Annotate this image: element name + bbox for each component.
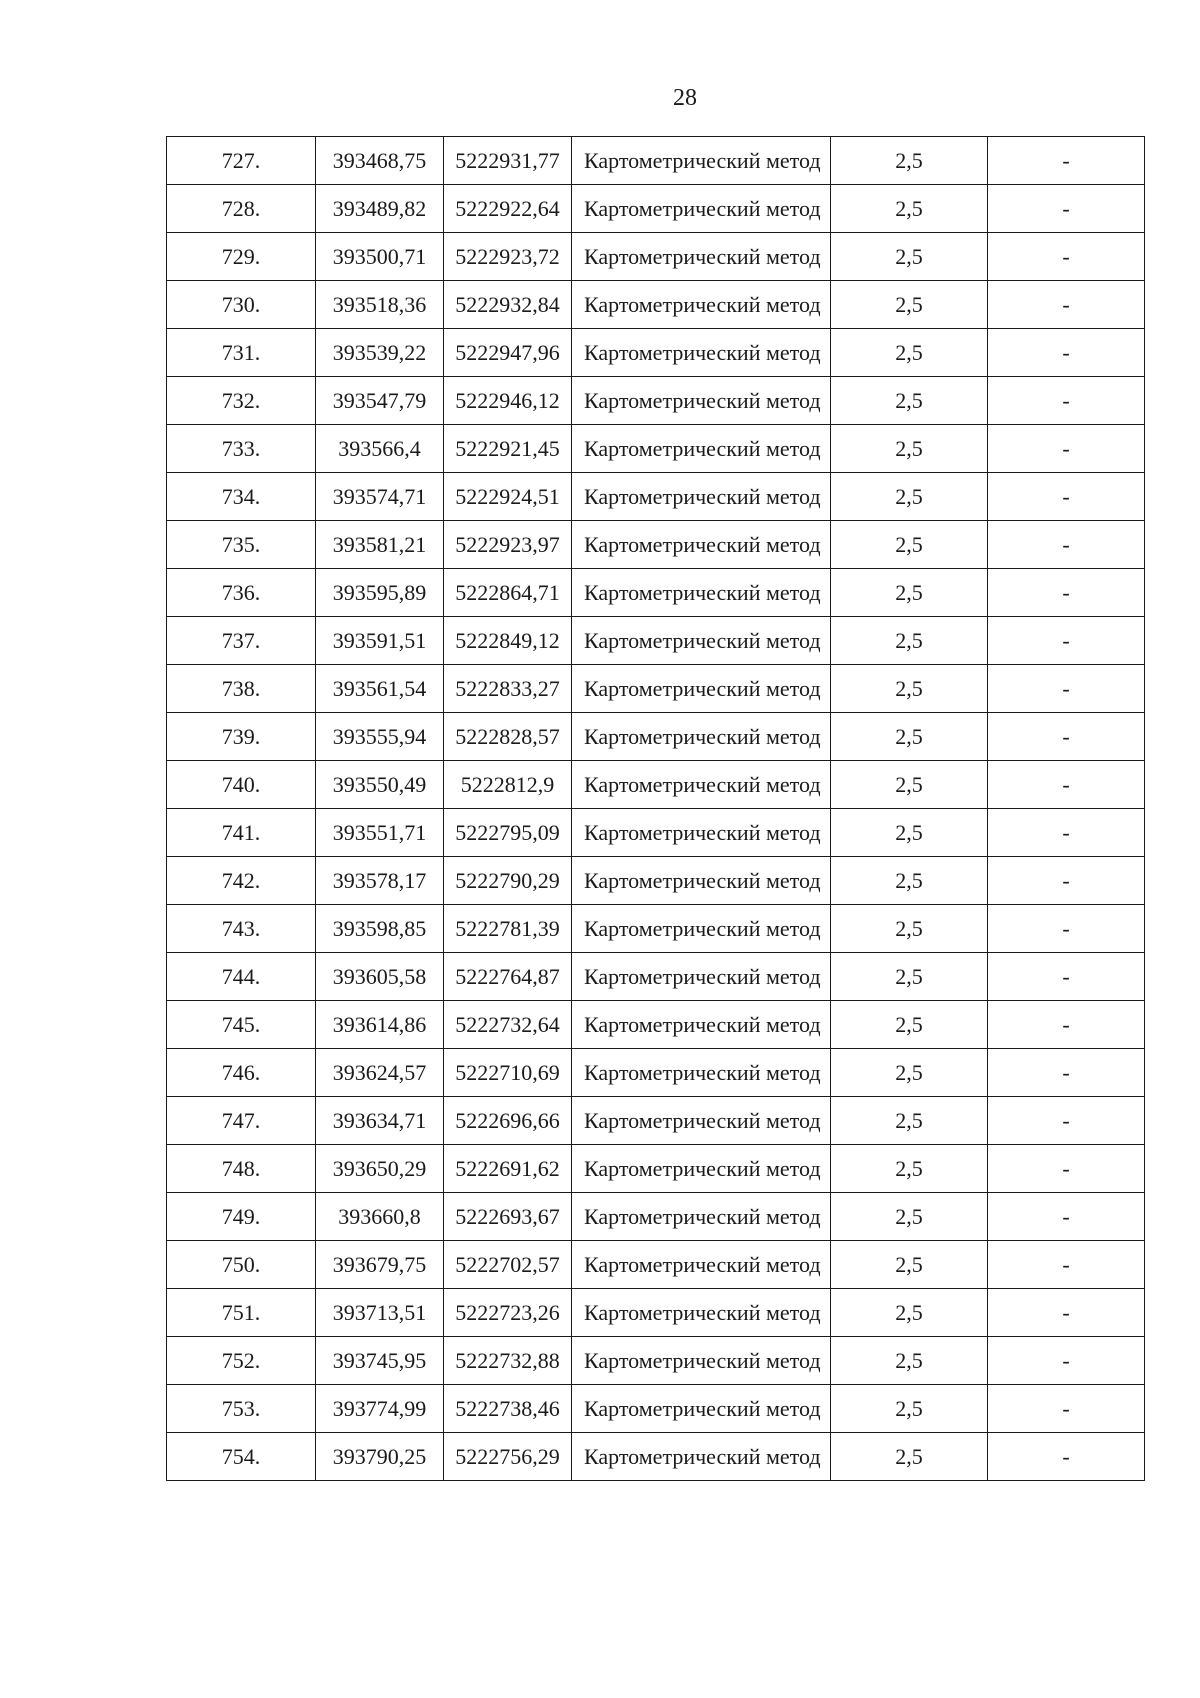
method-cell: Картометрический метод: [572, 137, 831, 185]
method-cell: Картометрический метод: [572, 1049, 831, 1097]
method-cell: Картометрический метод: [572, 761, 831, 809]
method-cell: Картометрический метод: [572, 905, 831, 953]
point-number-cell: 738.: [167, 665, 316, 713]
method-cell: Картометрический метод: [572, 1433, 831, 1481]
note-cell: -: [988, 1289, 1145, 1337]
accuracy-cell: 2,5: [831, 857, 988, 905]
method-cell: Картометрический метод: [572, 1337, 831, 1385]
point-number-cell: 747.: [167, 1097, 316, 1145]
note-cell: -: [988, 1193, 1145, 1241]
accuracy-cell: 2,5: [831, 1337, 988, 1385]
table-row: [167, 713, 1145, 761]
x-coordinate-cell: 393539,22: [316, 329, 444, 377]
method-cell: Картометрический метод: [572, 713, 831, 761]
y-coordinate-cell: 5222923,72: [444, 233, 572, 281]
y-coordinate-cell: 5222864,71: [444, 569, 572, 617]
y-coordinate-cell: 5222756,29: [444, 1433, 572, 1481]
x-coordinate-cell: 393660,8: [316, 1193, 444, 1241]
point-number-cell: 728.: [167, 185, 316, 233]
accuracy-cell: 2,5: [831, 1433, 988, 1481]
accuracy-cell: 2,5: [831, 665, 988, 713]
accuracy-cell: 2,5: [831, 1049, 988, 1097]
table-row: [167, 1097, 1145, 1145]
y-coordinate-cell: 5222723,26: [444, 1289, 572, 1337]
point-number-cell: 748.: [167, 1145, 316, 1193]
table-row: [167, 1385, 1145, 1433]
table-row: [167, 1241, 1145, 1289]
method-cell: Картометрический метод: [572, 665, 831, 713]
point-number-cell: 753.: [167, 1385, 316, 1433]
table-row: [167, 233, 1145, 281]
table-row: [167, 137, 1145, 185]
note-cell: -: [988, 281, 1145, 329]
x-coordinate-cell: 393518,36: [316, 281, 444, 329]
method-cell: Картометрический метод: [572, 1385, 831, 1433]
note-cell: -: [988, 1385, 1145, 1433]
coordinates-table: [166, 136, 1145, 1481]
point-number-cell: 731.: [167, 329, 316, 377]
method-cell: Картометрический метод: [572, 569, 831, 617]
point-number-cell: 735.: [167, 521, 316, 569]
accuracy-cell: 2,5: [831, 905, 988, 953]
note-cell: -: [988, 233, 1145, 281]
x-coordinate-cell: 393489,82: [316, 185, 444, 233]
y-coordinate-cell: 5222833,27: [444, 665, 572, 713]
method-cell: Картометрический метод: [572, 617, 831, 665]
accuracy-cell: 2,5: [831, 473, 988, 521]
y-coordinate-cell: 5222738,46: [444, 1385, 572, 1433]
point-number-cell: 744.: [167, 953, 316, 1001]
accuracy-cell: 2,5: [831, 1193, 988, 1241]
point-number-cell: 752.: [167, 1337, 316, 1385]
note-cell: -: [988, 1001, 1145, 1049]
y-coordinate-cell: 5222781,39: [444, 905, 572, 953]
note-cell: -: [988, 185, 1145, 233]
method-cell: Картометрический метод: [572, 953, 831, 1001]
table-row: [167, 185, 1145, 233]
point-number-cell: 730.: [167, 281, 316, 329]
x-coordinate-cell: 393790,25: [316, 1433, 444, 1481]
note-cell: -: [988, 569, 1145, 617]
table-row: [167, 377, 1145, 425]
y-coordinate-cell: 5222710,69: [444, 1049, 572, 1097]
note-cell: -: [988, 761, 1145, 809]
table-row: [167, 857, 1145, 905]
accuracy-cell: 2,5: [831, 1385, 988, 1433]
point-number-cell: 739.: [167, 713, 316, 761]
x-coordinate-cell: 393551,71: [316, 809, 444, 857]
method-cell: Картометрический метод: [572, 1289, 831, 1337]
y-coordinate-cell: 5222923,97: [444, 521, 572, 569]
table-row: [167, 617, 1145, 665]
table-row: [167, 1193, 1145, 1241]
point-number-cell: 746.: [167, 1049, 316, 1097]
x-coordinate-cell: 393614,86: [316, 1001, 444, 1049]
method-cell: Картометрический метод: [572, 857, 831, 905]
x-coordinate-cell: 393578,17: [316, 857, 444, 905]
y-coordinate-cell: 5222849,12: [444, 617, 572, 665]
y-coordinate-cell: 5222696,66: [444, 1097, 572, 1145]
accuracy-cell: 2,5: [831, 425, 988, 473]
table-row: [167, 1001, 1145, 1049]
accuracy-cell: 2,5: [831, 1241, 988, 1289]
accuracy-cell: 2,5: [831, 1001, 988, 1049]
method-cell: Картометрический метод: [572, 1193, 831, 1241]
point-number-cell: 729.: [167, 233, 316, 281]
table-row: [167, 329, 1145, 377]
x-coordinate-cell: 393650,29: [316, 1145, 444, 1193]
x-coordinate-cell: 393574,71: [316, 473, 444, 521]
note-cell: -: [988, 1241, 1145, 1289]
y-coordinate-cell: 5222946,12: [444, 377, 572, 425]
method-cell: Картометрический метод: [572, 1097, 831, 1145]
accuracy-cell: 2,5: [831, 1145, 988, 1193]
x-coordinate-cell: 393561,54: [316, 665, 444, 713]
table-row: [167, 665, 1145, 713]
method-cell: Картометрический метод: [572, 1241, 831, 1289]
note-cell: -: [988, 521, 1145, 569]
point-number-cell: 751.: [167, 1289, 316, 1337]
note-cell: -: [988, 809, 1145, 857]
x-coordinate-cell: 393555,94: [316, 713, 444, 761]
accuracy-cell: 2,5: [831, 809, 988, 857]
point-number-cell: 742.: [167, 857, 316, 905]
x-coordinate-cell: 393500,71: [316, 233, 444, 281]
x-coordinate-cell: 393634,71: [316, 1097, 444, 1145]
x-coordinate-cell: 393679,75: [316, 1241, 444, 1289]
y-coordinate-cell: 5222924,51: [444, 473, 572, 521]
note-cell: -: [988, 905, 1145, 953]
point-number-cell: 741.: [167, 809, 316, 857]
method-cell: Картометрический метод: [572, 473, 831, 521]
y-coordinate-cell: 5222812,9: [444, 761, 572, 809]
table-row: [167, 425, 1145, 473]
accuracy-cell: 2,5: [831, 1097, 988, 1145]
x-coordinate-cell: 393591,51: [316, 617, 444, 665]
y-coordinate-cell: 5222693,67: [444, 1193, 572, 1241]
coordinates-table-body: [167, 137, 1145, 1481]
x-coordinate-cell: 393581,21: [316, 521, 444, 569]
point-number-cell: 740.: [167, 761, 316, 809]
accuracy-cell: 2,5: [831, 233, 988, 281]
table-row: [167, 521, 1145, 569]
x-coordinate-cell: 393598,85: [316, 905, 444, 953]
method-cell: Картометрический метод: [572, 809, 831, 857]
method-cell: Картометрический метод: [572, 521, 831, 569]
accuracy-cell: 2,5: [831, 713, 988, 761]
method-cell: Картометрический метод: [572, 1001, 831, 1049]
note-cell: -: [988, 1049, 1145, 1097]
note-cell: -: [988, 425, 1145, 473]
table-row: [167, 281, 1145, 329]
method-cell: Картометрический метод: [572, 425, 831, 473]
y-coordinate-cell: 5222732,88: [444, 1337, 572, 1385]
accuracy-cell: 2,5: [831, 185, 988, 233]
accuracy-cell: 2,5: [831, 377, 988, 425]
table-row: [167, 1433, 1145, 1481]
note-cell: -: [988, 953, 1145, 1001]
y-coordinate-cell: 5222932,84: [444, 281, 572, 329]
table-row: [167, 1289, 1145, 1337]
x-coordinate-cell: 393713,51: [316, 1289, 444, 1337]
point-number-cell: 737.: [167, 617, 316, 665]
point-number-cell: 732.: [167, 377, 316, 425]
x-coordinate-cell: 393745,95: [316, 1337, 444, 1385]
point-number-cell: 750.: [167, 1241, 316, 1289]
table-row: [167, 953, 1145, 1001]
note-cell: -: [988, 665, 1145, 713]
accuracy-cell: 2,5: [831, 569, 988, 617]
accuracy-cell: 2,5: [831, 1289, 988, 1337]
note-cell: -: [988, 1145, 1145, 1193]
table-row: [167, 569, 1145, 617]
table-row: [167, 1337, 1145, 1385]
point-number-cell: 745.: [167, 1001, 316, 1049]
method-cell: Картометрический метод: [572, 329, 831, 377]
x-coordinate-cell: 393468,75: [316, 137, 444, 185]
x-coordinate-cell: 393566,4: [316, 425, 444, 473]
note-cell: -: [988, 617, 1145, 665]
x-coordinate-cell: 393774,99: [316, 1385, 444, 1433]
point-number-cell: 733.: [167, 425, 316, 473]
x-coordinate-cell: 393605,58: [316, 953, 444, 1001]
y-coordinate-cell: 5222921,45: [444, 425, 572, 473]
x-coordinate-cell: 393624,57: [316, 1049, 444, 1097]
y-coordinate-cell: 5222828,57: [444, 713, 572, 761]
method-cell: Картометрический метод: [572, 185, 831, 233]
table-row: [167, 761, 1145, 809]
y-coordinate-cell: 5222702,57: [444, 1241, 572, 1289]
y-coordinate-cell: 5222790,29: [444, 857, 572, 905]
y-coordinate-cell: 5222795,09: [444, 809, 572, 857]
point-number-cell: 754.: [167, 1433, 316, 1481]
method-cell: Картометрический метод: [572, 233, 831, 281]
note-cell: -: [988, 857, 1145, 905]
y-coordinate-cell: 5222691,62: [444, 1145, 572, 1193]
note-cell: -: [988, 137, 1145, 185]
note-cell: -: [988, 1433, 1145, 1481]
note-cell: -: [988, 377, 1145, 425]
x-coordinate-cell: 393547,79: [316, 377, 444, 425]
x-coordinate-cell: 393550,49: [316, 761, 444, 809]
point-number-cell: 736.: [167, 569, 316, 617]
note-cell: -: [988, 713, 1145, 761]
note-cell: -: [988, 1337, 1145, 1385]
point-number-cell: 734.: [167, 473, 316, 521]
note-cell: -: [988, 473, 1145, 521]
page-number: 28: [673, 85, 697, 111]
method-cell: Картометрический метод: [572, 377, 831, 425]
table-row: [167, 905, 1145, 953]
accuracy-cell: 2,5: [831, 329, 988, 377]
accuracy-cell: 2,5: [831, 761, 988, 809]
accuracy-cell: 2,5: [831, 137, 988, 185]
point-number-cell: 743.: [167, 905, 316, 953]
note-cell: -: [988, 1097, 1145, 1145]
x-coordinate-cell: 393595,89: [316, 569, 444, 617]
accuracy-cell: 2,5: [831, 521, 988, 569]
table-row: [167, 1145, 1145, 1193]
table-row: [167, 1049, 1145, 1097]
accuracy-cell: 2,5: [831, 617, 988, 665]
y-coordinate-cell: 5222732,64: [444, 1001, 572, 1049]
point-number-cell: 749.: [167, 1193, 316, 1241]
y-coordinate-cell: 5222922,64: [444, 185, 572, 233]
accuracy-cell: 2,5: [831, 953, 988, 1001]
y-coordinate-cell: 5222947,96: [444, 329, 572, 377]
table-row: [167, 809, 1145, 857]
accuracy-cell: 2,5: [831, 281, 988, 329]
y-coordinate-cell: 5222931,77: [444, 137, 572, 185]
method-cell: Картометрический метод: [572, 281, 831, 329]
method-cell: Картометрический метод: [572, 1145, 831, 1193]
note-cell: -: [988, 329, 1145, 377]
point-number-cell: 727.: [167, 137, 316, 185]
y-coordinate-cell: 5222764,87: [444, 953, 572, 1001]
table-row: [167, 473, 1145, 521]
